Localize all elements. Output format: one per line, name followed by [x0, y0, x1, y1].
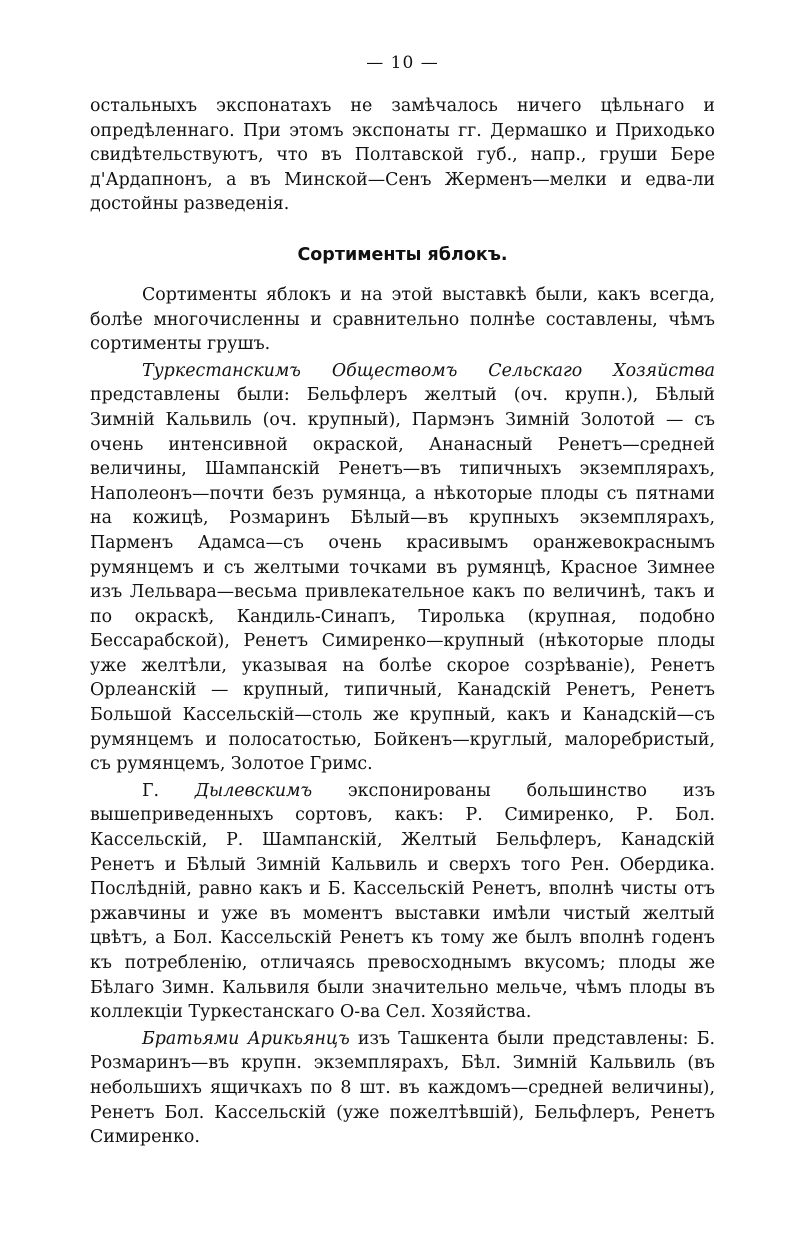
paragraph-turkestan-society: [90, 359, 715, 777]
italic-lead: Братьями Арикьянцъ: [142, 1028, 350, 1049]
paragraph-continuation: остальныхъ экспонатахъ не замѣчалось ничего цѣльнаго и опредѣленнаго. При этомъ экспонаты гг. Дермашко и Приходько свидѣтельствуютъ, что въ Полтавской губ., напр., груши Бере д'Ардапнонъ, а въ Минской—Сенъ Жерменъ—мелки и едва-ли достойны разведенія.: [90, 96, 715, 215]
paragraph-arikyants: [90, 1027, 715, 1150]
paragraph-intro: Сортименты яблокъ и на этой выставкѣ были, какъ всегда, болѣе многочисленны и сравнительно полнѣе составлены, чѣмъ сортименты грушъ.: [90, 284, 715, 355]
page-number: — 10 —: [366, 53, 439, 73]
italic-lead: Дылевскимъ: [194, 780, 313, 801]
section-title: Сортименты яблокъ.: [297, 244, 508, 265]
paragraph-body: представлены были: Бельфлеръ желтый (оч. крупн.), Бѣлый Зимній Кальвиль (оч. крупный), Пармэнъ Зимній Золотой — съ очень интенсивной окраской, Ананасный Ренетъ—средней величины, Шампанскій Ренетъ—въ типичныхъ экземплярахъ, Наполеонъ—почти безъ румянца, а нѣкоторые плоды съ пятнами на кожицѣ, Розмаринъ Бѣлый—въ крупныхъ экземплярахъ, Парменъ Адамса—съ очень красивымъ оранжевокраснымъ румянцемъ и съ желтыми точками въ румянцѣ, Красное Зимнее изъ Лельвара—весьма привлекательное какъ по величинѣ, такъ и по окраскѣ, Кандиль-Синапъ, Тиролька (крупная, подобно Бессарабской), Ренетъ Симиренко—крупный (нѣкоторые плоды уже желтѣли, указывая на болѣе скорое созрѣваніе), Ренетъ Орлеанскій — крупный, типичный, Канадскій Ренетъ, Ренетъ Большой Кассельскій—столь же крупный, какъ и Канадскій—съ румянцемъ и полосатостью, Бойкенъ—круглый, малоребристый, съ румянцемъ, Золотое Гримс.: [90, 385, 715, 775]
document-page: [90, 52, 715, 1150]
italic-lead: Туркестанскимъ Обществомъ Сельскаго Хозяйства: [142, 360, 715, 381]
paragraph-body: изъ Ташкента были представлены: Б. Розмаринъ—въ крупн. экземплярахъ, Бѣл. Зимній Кальвиль (въ небольшихъ ящичкахъ по 8 шт. въ каждомъ—средней величины), Ренетъ Бол. Кассельскій (уже пожелтѣвшій), Бельфлеръ, Ренетъ Симиренко.: [90, 1028, 716, 1148]
paragraph-dylevsky: [90, 779, 715, 1025]
paragraph-prefix: Г.: [142, 780, 195, 801]
paragraph-body: экспонированы большинство изъ вышеприведенныхъ сортовъ, какъ: Р. Симиренко, Р. Бол. Кассельскій, Р. Шампанскій, Желтый Бельфлеръ, Канадскій Ренетъ и Бѣлый Зимній Кальвиль и сверхъ того Рен. Обердика. Послѣдній, равно какъ и Б. Кассельскій Ренетъ, вполнѣ чисты отъ ржавчины и уже въ моментъ выставки имѣли чистый желтый цвѣтъ, а Бол. Кассельскій Ренетъ къ тому же былъ вполнѣ годенъ къ потребленію, отличаясь превосходнымъ вкусомъ; плоды же Бѣлаго Зимн. Кальвиля были значительно мельче, чѣмъ плоды въ коллекціи Туркестанскаго О-ва Сел. Хозяйства.: [90, 780, 716, 1023]
